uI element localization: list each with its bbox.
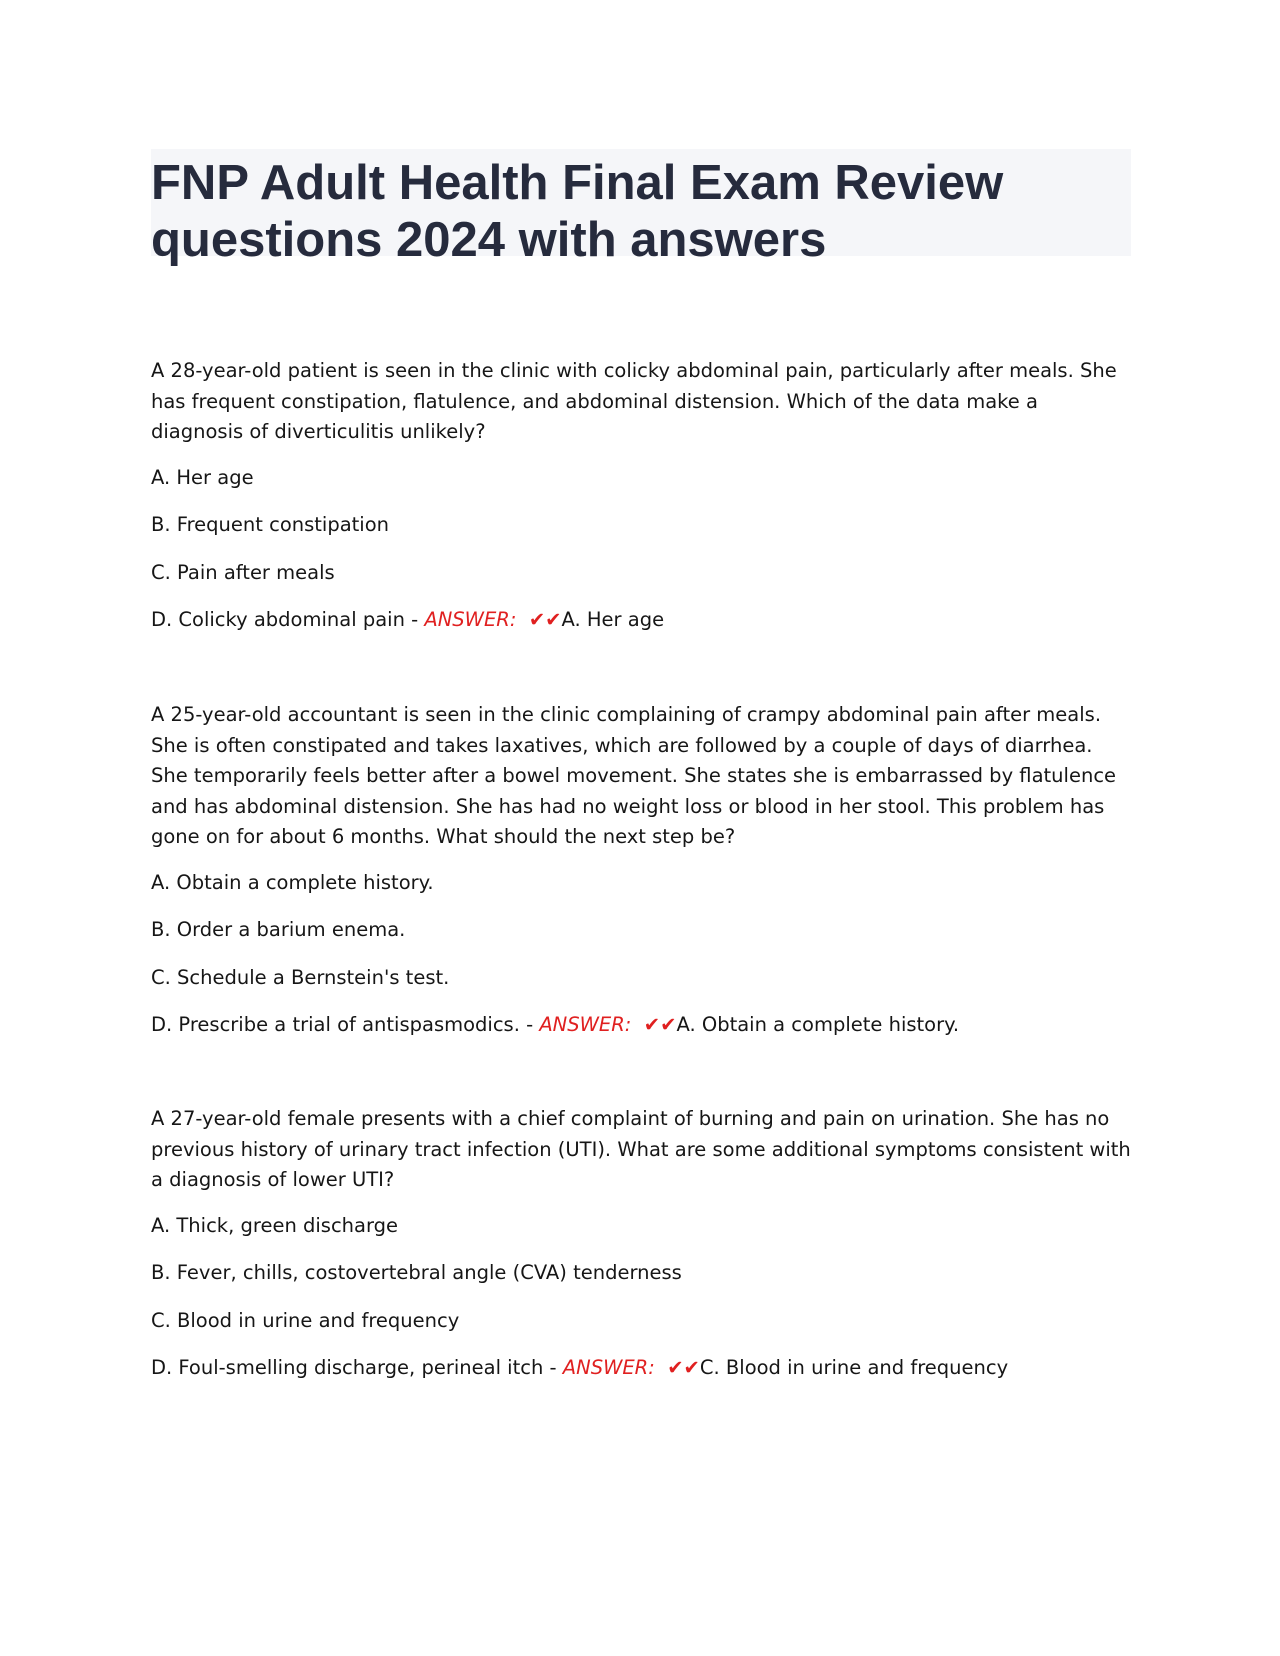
answer-label: ANSWER: xyxy=(539,1013,632,1036)
question-block xyxy=(151,700,1131,1041)
option-d: D. Colicky abdominal pain - xyxy=(151,608,425,631)
option-c: C. Pain after meals xyxy=(151,560,335,584)
document-title: FNP Adult Health Final Exam Review questions 2024 with answers xyxy=(151,156,1004,267)
option-a: A. Thick, green discharge xyxy=(151,1213,399,1237)
question-stem: A 28-year-old patient is seen in the clinic with colicky abdominal pain, particularly after meals. She has frequent constipation, flatulence, and abdominal distension. Which of the data make a diagnosis of diverticulitis unlikely? xyxy=(151,359,1117,443)
question-stem: A 25-year-old accountant is seen in the clinic complaining of crampy abdominal pain after meals. She is often constipated and takes laxatives, which are followed by a couple of days of diarrhea. She temporarily feels better after a bowel movement. She states she is embarrassed by flatulence and has abdominal distension. She has had no weight loss or blood in her stool. This problem has gone on for about 6 months. What should the next step be? xyxy=(151,703,1117,848)
option-d-with-answer xyxy=(151,605,1131,636)
document-page xyxy=(151,149,1131,1379)
option-c: C. Schedule a Bernstein's test. xyxy=(151,965,450,989)
option-d-with-answer xyxy=(151,1353,1131,1384)
check-icon: ✔✔ xyxy=(528,608,562,631)
option-d-with-answer xyxy=(151,1010,1131,1041)
answer-text: C. Blood in urine and frequency xyxy=(699,1356,1009,1379)
check-icon: ✔✔ xyxy=(643,1013,677,1036)
option-b: B. Frequent constipation xyxy=(151,513,390,536)
answer-text: A. Her age xyxy=(561,608,665,631)
question-block xyxy=(151,356,1131,636)
option-b: B. Fever, chills, costovertebral angle (CVA) tenderness xyxy=(151,1261,682,1284)
option-d: D. Prescribe a trial of antispasmodics. - xyxy=(151,1013,540,1036)
title-block xyxy=(151,149,1131,267)
option-a: A. Her age xyxy=(151,465,254,489)
answer-label: ANSWER: xyxy=(562,1356,655,1379)
question-stem: A 27-year-old female presents with a chief complaint of burning and pain on urination. She has no previous history of urinary tract infection (UTI). What are some additional symptoms consistent with a diagnosis of lower UTI? xyxy=(151,1107,1131,1191)
option-a: A. Obtain a complete history. xyxy=(151,870,434,894)
question-block xyxy=(151,1104,1131,1384)
option-d: D. Foul-smelling discharge, perineal itch - xyxy=(151,1356,563,1379)
option-c: C. Blood in urine and frequency xyxy=(151,1308,460,1332)
answer-text: A. Obtain a complete history. xyxy=(676,1013,960,1036)
check-icon: ✔✔ xyxy=(667,1356,700,1379)
option-b: B. Order a barium enema. xyxy=(151,918,406,941)
answer-label: ANSWER: xyxy=(424,608,517,631)
